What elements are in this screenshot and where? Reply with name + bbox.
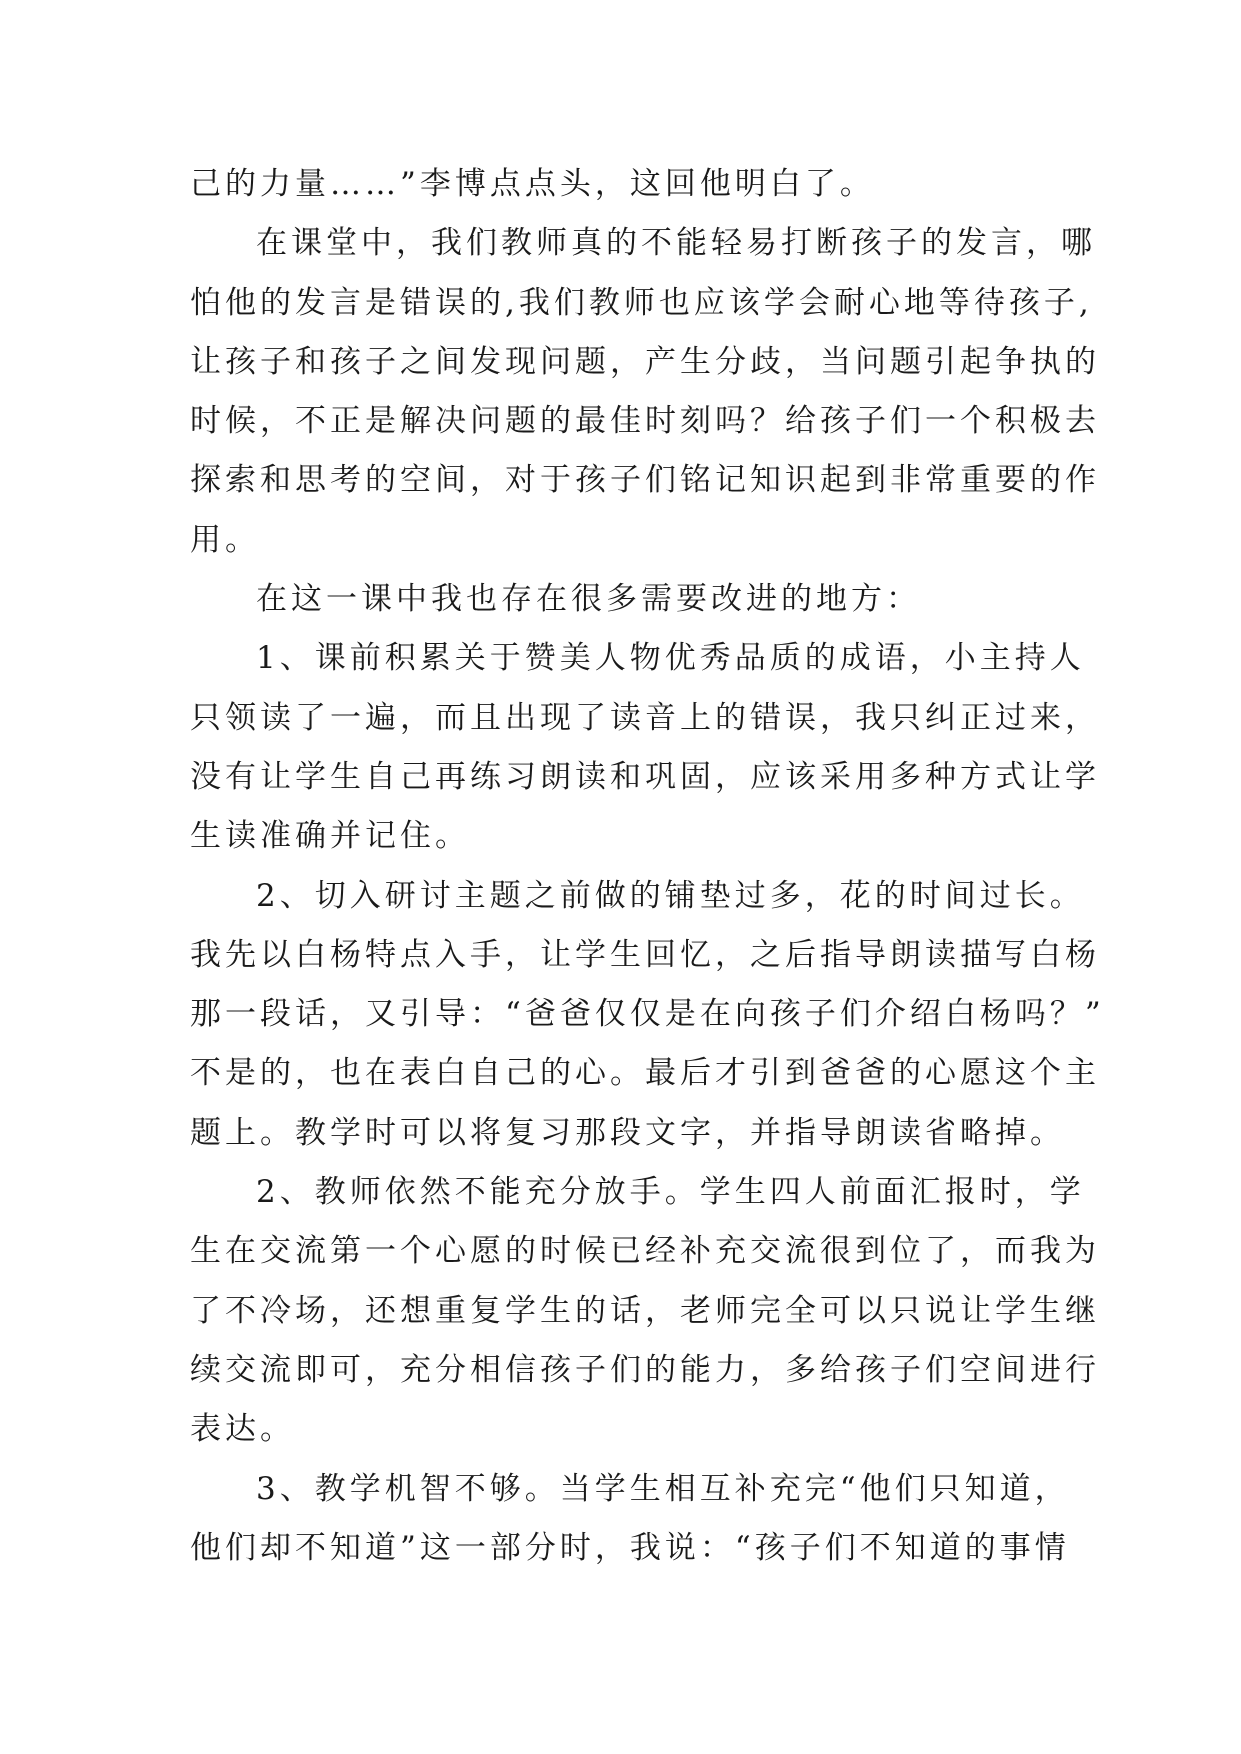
text-line: 怕他的发言是错误的,我们教师也应该学会耐心地等待孩子, (190, 284, 1093, 321)
text-line: 用。 (190, 521, 260, 558)
text-line: 1、课前积累关于赞美人物优秀品质的成语，小主持人 (256, 640, 1085, 677)
text-line: 生读准确并记住。 (190, 818, 470, 855)
text-line: 3、教学机智不够。当学生相互补充完“他们只知道， (256, 1470, 1070, 1507)
text-line: 时候，不正是解决问题的最佳时刻吗？给孩子们一个积极去 (190, 403, 1100, 440)
text-line: 己的力量……”李博点点头，这回他明白了。 (190, 166, 875, 202)
text-line: 他们却不知道”这一部分时，我说：“孩子们不知道的事情 (190, 1529, 1070, 1566)
text-line: 只领读了一遍，而且出现了读音上的错误，我只纠正过来， (190, 699, 1100, 736)
text-line: 在课堂中，我们教师真的不能轻易打断孩子的发言，哪 (256, 225, 1096, 262)
text-line: 题上。教学时可以将复习那段文字，并指导朗读省略掉。 (190, 1114, 1065, 1151)
text-line: 2、教师依然不能充分放手。学生四人前面汇报时，学 (256, 1174, 1085, 1211)
text-line: 让孩子和孩子之间发现问题，产生分歧，当问题引起争执的 (190, 343, 1100, 380)
text-line: 表达。 (190, 1411, 295, 1448)
text-line: 探索和思考的空间，对于孩子们铭记知识起到非常重要的作 (190, 462, 1100, 499)
text-line: 没有让学生自己再练习朗读和巩固，应该采用多种方式让学 (190, 758, 1100, 795)
text-line: 在这一课中我也存在很多需要改进的地方： (256, 581, 921, 618)
text-line: 那一段话，又引导：“爸爸仅仅是在向孩子们介绍白杨吗？” (190, 996, 1105, 1033)
text-line: 了不冷场，还想重复学生的话，老师完全可以只说让学生继 (190, 1292, 1100, 1329)
text-line: 续交流即可，充分相信孩子们的能力，多给孩子们空间进行 (190, 1351, 1100, 1388)
text-line: 生在交流第一个心愿的时候已经补充交流很到位了，而我为 (190, 1233, 1100, 1270)
text-line: 我先以白杨特点入手，让学生回忆，之后指导朗读描写白杨 (190, 936, 1100, 973)
text-line: 2、切入研讨主题之前做的铺垫过多，花的时间过长。 (256, 877, 1085, 914)
body-text (190, 155, 1105, 1578)
text-line: 不是的，也在表白自己的心。最后才引到爸爸的心愿这个主 (190, 1055, 1100, 1092)
